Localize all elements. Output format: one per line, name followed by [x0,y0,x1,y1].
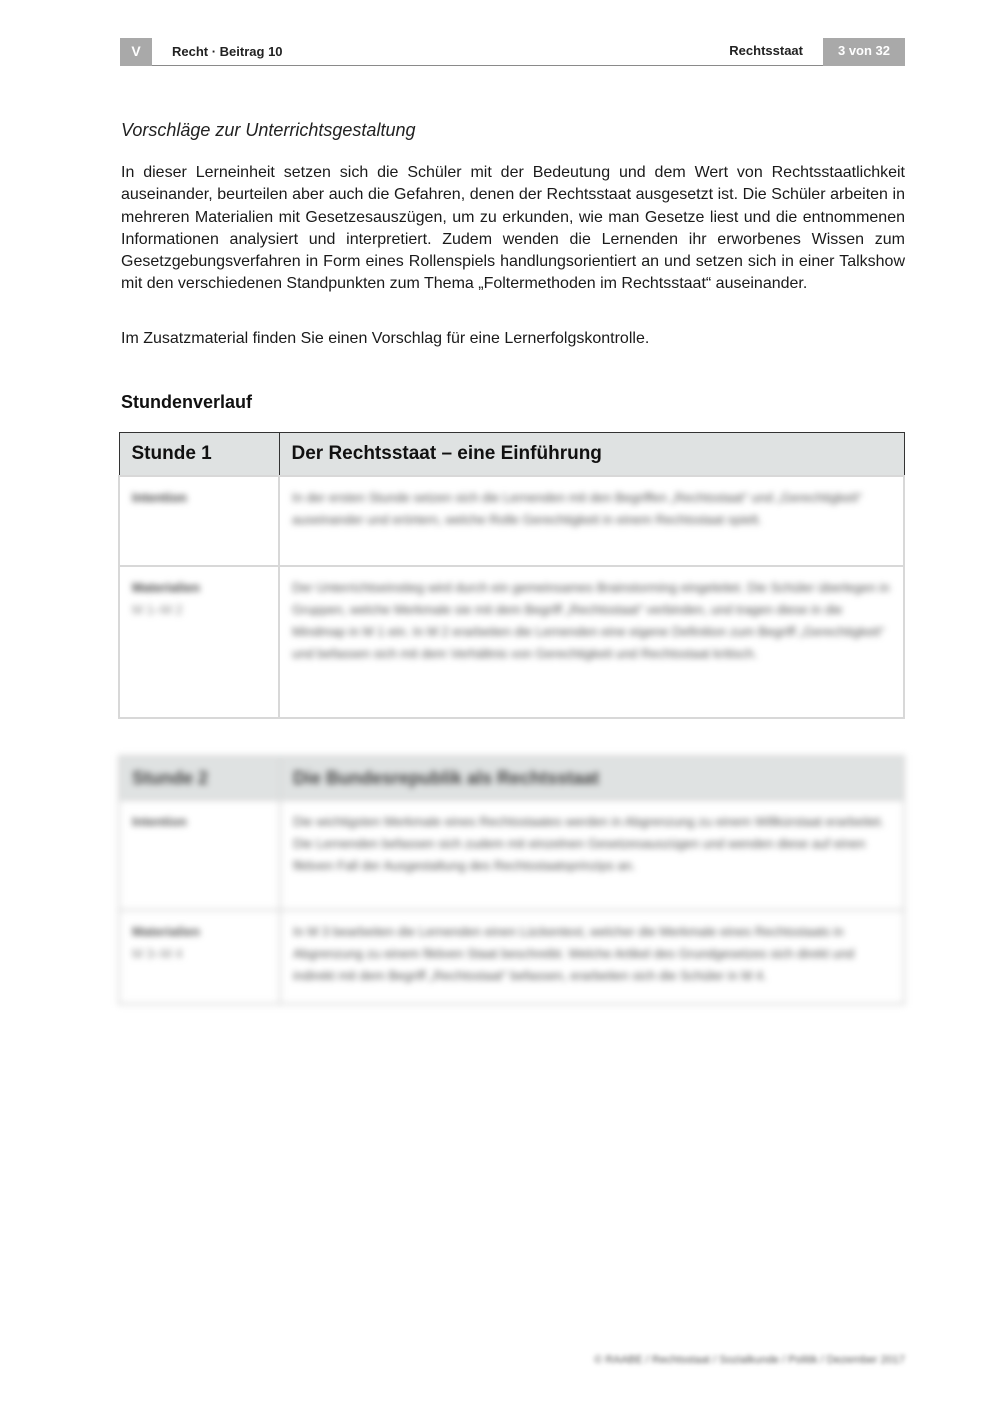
lesson-1-number: Stunde 1 [119,433,279,477]
lesson-1-materials-label: Materialien [132,580,200,595]
lesson-1-table [118,432,905,719]
lesson-1-intention-label: Intention [132,490,187,505]
lesson-1-title: Der Rechtsstaat – eine Einführung [279,433,904,477]
page-footer: © RAABE / Rechtsstaat / Sozialkunde / Politik / Dezember 2017 [594,1354,905,1366]
page-number: 3 von 32 [823,38,905,66]
lesson-2-table [118,755,905,1005]
lesson-1-materials-row [119,566,904,718]
lesson-2-number: Stunde 2 [119,756,280,800]
lesson-1-materials-text: Der Unterrichtseinstieg wird durch ein gemeinsames Brainstorming eingeleitet. Die Schüler überlegen in Gruppen, welche Merkmale sie mit dem Begriff „Rechtsstaat“ verbinden, und tragen diese in die Mindmap in M 1 ein. In M 2 erarbeiten die Lernenden eine eigene Definition zum Begriff „Gerechtigkeit“ und befassen sich mit dem Verhältnis von Gerechtigkeit und Rechtsstaat kritisch. [279,566,904,718]
schedule-heading: Stundenverlauf [121,392,253,412]
lesson-2-materials-ref: M 3–M 4 [132,946,183,961]
topic-title: Rechtsstaat [729,43,803,58]
lesson-1-materials-ref: M 1–M 2 [132,602,183,617]
edition-marker: V [120,38,152,66]
additional-note: Im Zusatzmaterial finden Sie einen Vorschlag für eine Lernerfolgskontrolle. [121,330,650,347]
lesson-2-intention-label: Intention [132,814,187,829]
lesson-2-header-row [119,756,904,800]
series-title: Recht · Beitrag 10 [172,44,283,59]
lesson-1-intention-row [119,476,904,566]
lesson-1-header-row [119,433,904,477]
lesson-1-intention-text: In der ersten Stunde setzen sich die Lernenden mit den Begriffen „Rechtsstaat“ und „Gerechtigkeit“ auseinander und erörtern, welche Rolle Gerechtigkeit in einem Rechtsstaat spielt. [279,476,904,566]
lesson-2-materials-text: In M 3 bearbeiten die Lernenden einen Lückentext, welcher die Merkmale eines Rechtsstaats in Abgrenzung zu einem fiktiven Staat beschreibt. Welche Artikel des Grundgesetzes sich direkt und indirekt mit dem Begriff „Rechtsstaat“ befassen, erarbeiten sich die Schüler in M 4. [280,910,904,1004]
lesson-2-intention-row [119,800,904,910]
lesson-2-materials-label: Materialien [132,924,200,939]
intro-paragraph: In dieser Lerneinheit setzen sich die Schüler mit der Bedeutung und dem Wert von Rechtsstaatlichkeit auseinander, beurteilen aber auch die Gefahren, denen der Rechtsstaat ausgesetzt ist. Die Schüler arbeiten in mehreren Materialien mit Gesetzesauszügen, um zu erkunden, wie man Gesetze liest und die entnommenen Informationen analysiert und interpretiert. Zudem wenden die Lernenden ihr erworbenes Wissen zum Gesetzgebungsverfahren in Form eines Rollenspiels handlungsorientiert an und setzen sich in einer Talkshow mit den verschiedenen Standpunkten zum Thema „Foltermethoden im Rechtsstaat“ auseinander. [121,164,905,293]
lesson-2-title: Die Bundesrepublik als Rechtsstaat [280,756,904,800]
lesson-2-materials-row [119,910,904,1004]
page-header [120,38,905,66]
header-rule [152,65,823,66]
lesson-2-intention-text: Die wichtigsten Merkmale eines Rechtsstaates werden in Abgrenzung zu einem Willkürstaat erarbeitet. Die Lernenden befassen sich zudem mit einzelnen Gesetzesauszügen und wenden diese auf einen fiktiven Fall der Ausgestaltung des Rechtsstaatsprinzips an. [280,800,904,910]
section-title: Vorschläge zur Unterrichtsgestaltung [121,120,416,140]
